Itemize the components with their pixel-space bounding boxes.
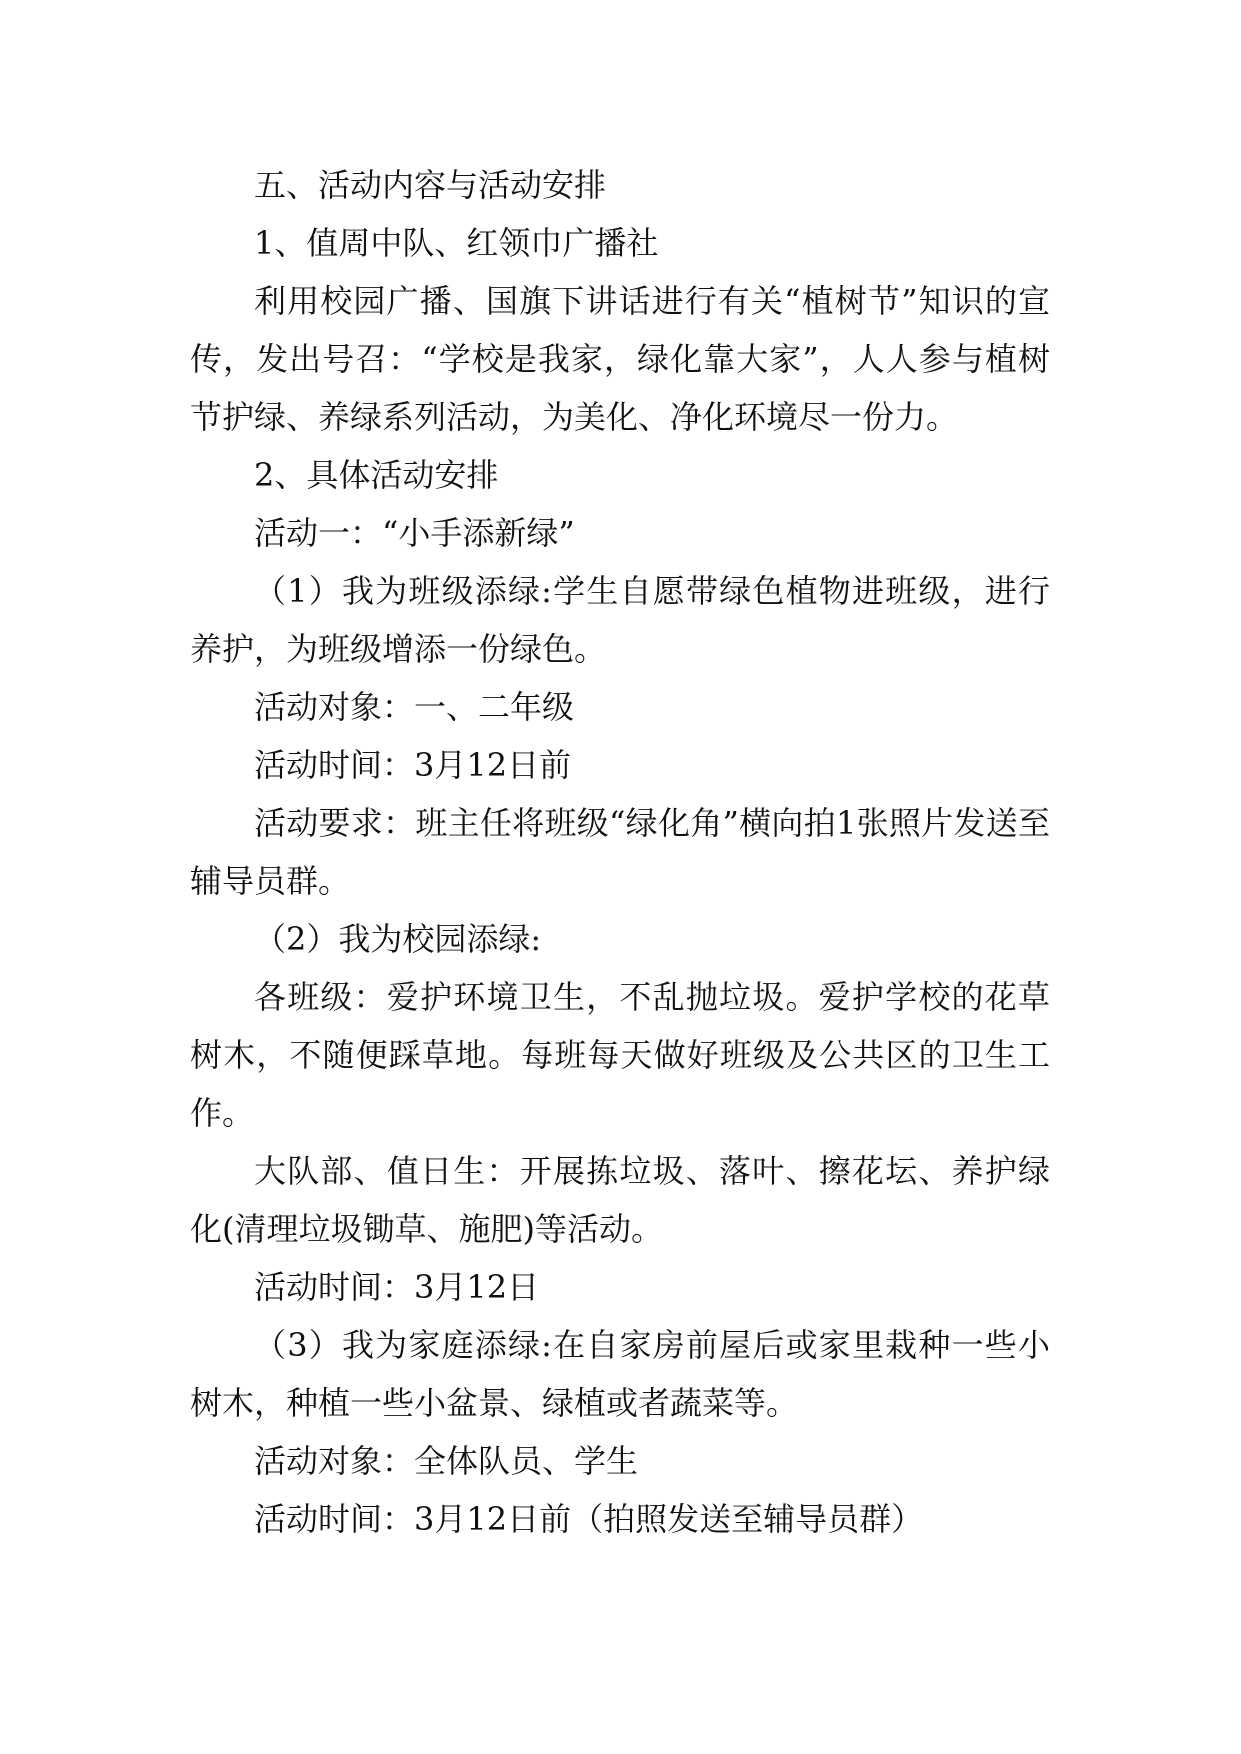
section-heading: 五、活动内容与活动安排 — [254, 166, 607, 204]
paragraph: 活动对象：一、二年级 — [254, 688, 575, 726]
paragraph: （2）我为校园添绿: — [254, 920, 542, 958]
paragraph: 大队部、值日生：开展拣垃圾、落叶、擦花坛、养护绿化(清理垃圾锄草、施肥)等活动。 — [190, 1152, 1050, 1248]
paragraph: 活动时间：3月12日前（拍照发送至辅导员群） — [254, 1500, 924, 1538]
paragraph: 各班级：爱护环境卫生，不乱抛垃圾。爱护学校的花草树木，不随便踩草地。每班每天做好班级及公共区的卫生工作。 — [190, 978, 1050, 1132]
paragraph: 活动时间：3月12日前 — [254, 746, 572, 784]
activity-title: 活动一：“小手添新绿” — [254, 514, 575, 552]
paragraph: 活动时间：3月12日 — [254, 1268, 540, 1306]
paragraph: （1）我为班级添绿:学生自愿带绿色植物进班级，进行养护，为班级增添一份绿色。 — [190, 572, 1050, 668]
paragraph: （3）我为家庭添绿:在自家房前屋后或家里栽种一些小树木，种植一些小盆景、绿植或者蔬菜等。 — [190, 1326, 1050, 1422]
subsection-heading: 2、具体活动安排 — [254, 456, 499, 494]
document-body — [190, 156, 1050, 1548]
subsection-heading: 1、值周中队、红领巾广播社 — [254, 224, 659, 262]
paragraph: 活动对象：全体队员、学生 — [254, 1442, 639, 1480]
paragraph: 利用校园广播、国旗下讲话进行有关“植树节”知识的宣传，发出号召：“学校是我家，绿化靠大家”，人人参与植树节护绿、养绿系列活动，为美化、净化环境尽一份力。 — [190, 282, 1050, 436]
paragraph: 活动要求：班主任将班级“绿化角”横向拍1张照片发送至辅导员群。 — [190, 804, 1050, 900]
